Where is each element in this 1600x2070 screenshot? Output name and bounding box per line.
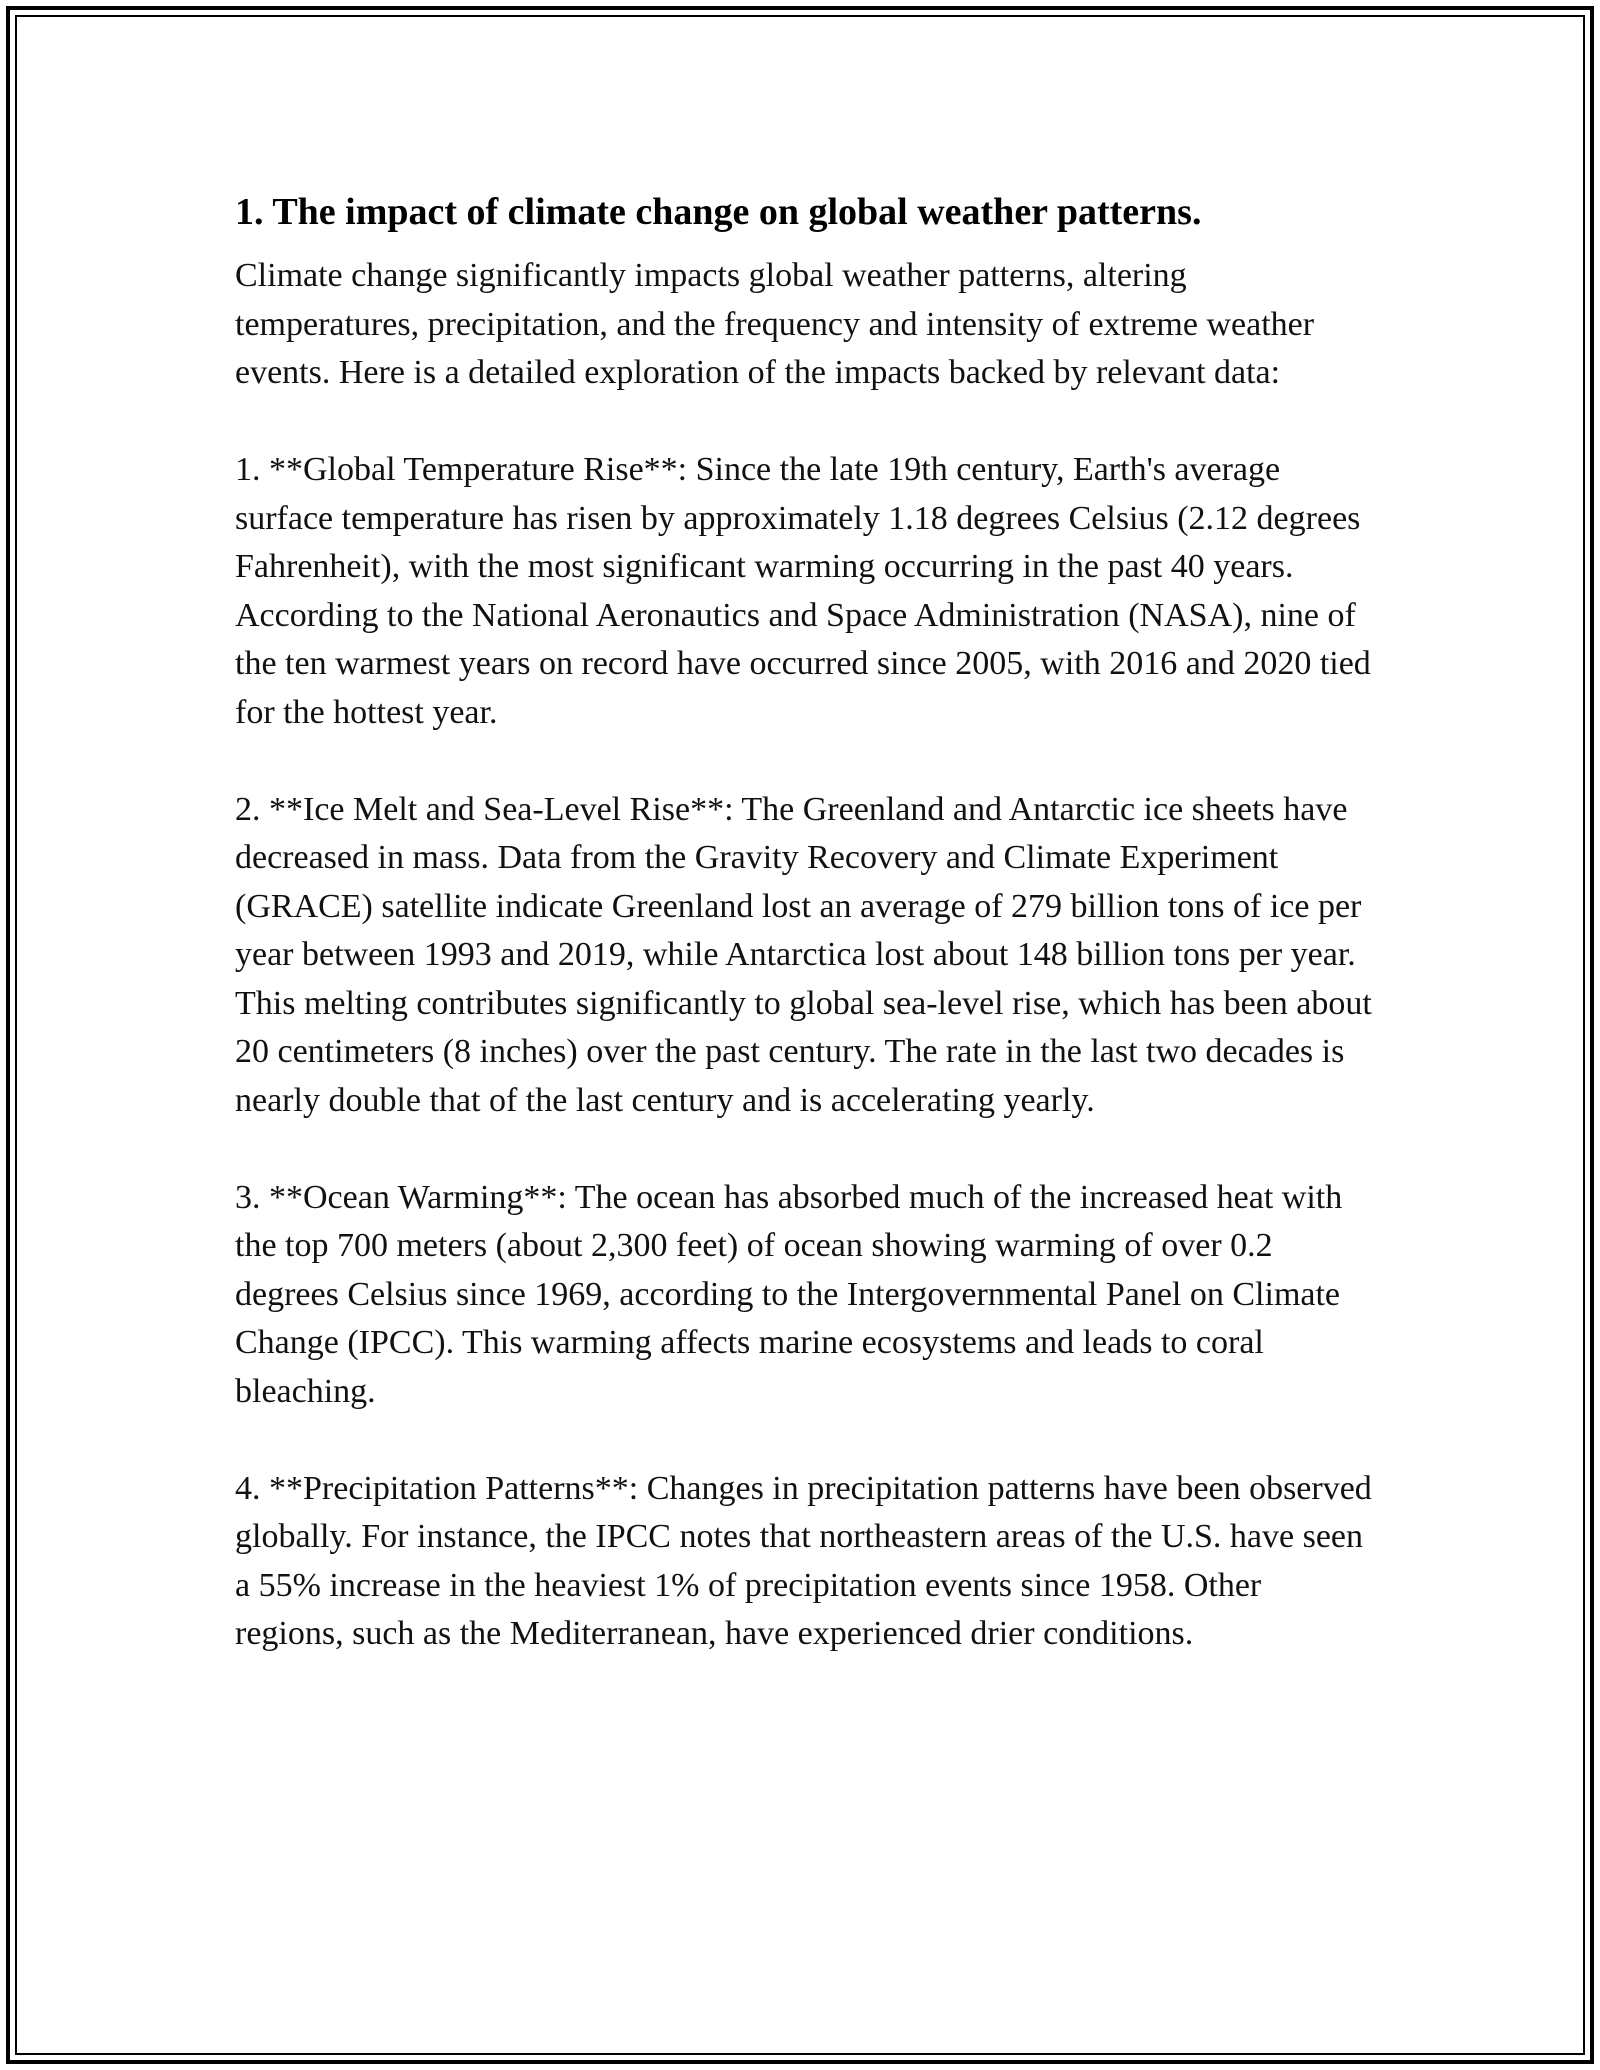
document-heading: 1. The impact of climate change on global weather patterns.	[235, 191, 1202, 233]
temperature-rise-paragraph: 1. **Global Temperature Rise**: Since the late 19th century, Earth's average surface temperature has risen by approximately 1.18 degrees Celsius (2.12 degrees Fahrenheit), with the most significant warming occurring in the past 40 years. According to the National Aeronautics and Space Administration (NASA), nine of the ten warmest years on record have occurred since 2005, with 2016 and 2020 tied for the hottest year.	[235, 451, 1371, 731]
document-body	[235, 186, 1375, 1659]
ice-melt-paragraph: 2. **Ice Melt and Sea-Level Rise**: The Greenland and Antarctic ice sheets have decreased in mass. Data from the Gravity Recovery and Climate Experiment (GRACE) satellite indicate Greenland lost an average of 279 billion tons of ice per year between 1993 and 2019, while Antarctica lost about 148 billion tons per year. This melting contributes significantly to global sea-level rise, which has been about 20 centimeters (8 inches) over the past century. The rate in the last two decades is nearly double that of the last century and is accelerating yearly.	[235, 790, 1372, 1119]
precipitation-paragraph: 4. **Precipitation Patterns**: Changes in precipitation patterns have been observed globally. For instance, the IPCC notes that northeastern areas of the U.S. have seen a 55% increase in the heaviest 1% of precipitation events since 1958. Other regions, such as the Mediterranean, have experienced drier conditions.	[235, 1469, 1372, 1652]
intro-paragraph: Climate change significantly impacts global weather patterns, altering temperatures, precipitation, and the frequency and intensity of extreme weather events. Here is a detailed exploration of the impacts backed by relevant data:	[235, 257, 1315, 391]
ocean-warming-paragraph: 3. **Ocean Warming**: The ocean has absorbed much of the increased heat with the top 700 meters (about 2,300 feet) of ocean showing warming of over 0.2 degrees Celsius since 1969, according to the Intergovernmental Panel on Climate Change (IPCC). This warming affects marine ecosystems and leads to coral bleaching.	[235, 1178, 1343, 1410]
